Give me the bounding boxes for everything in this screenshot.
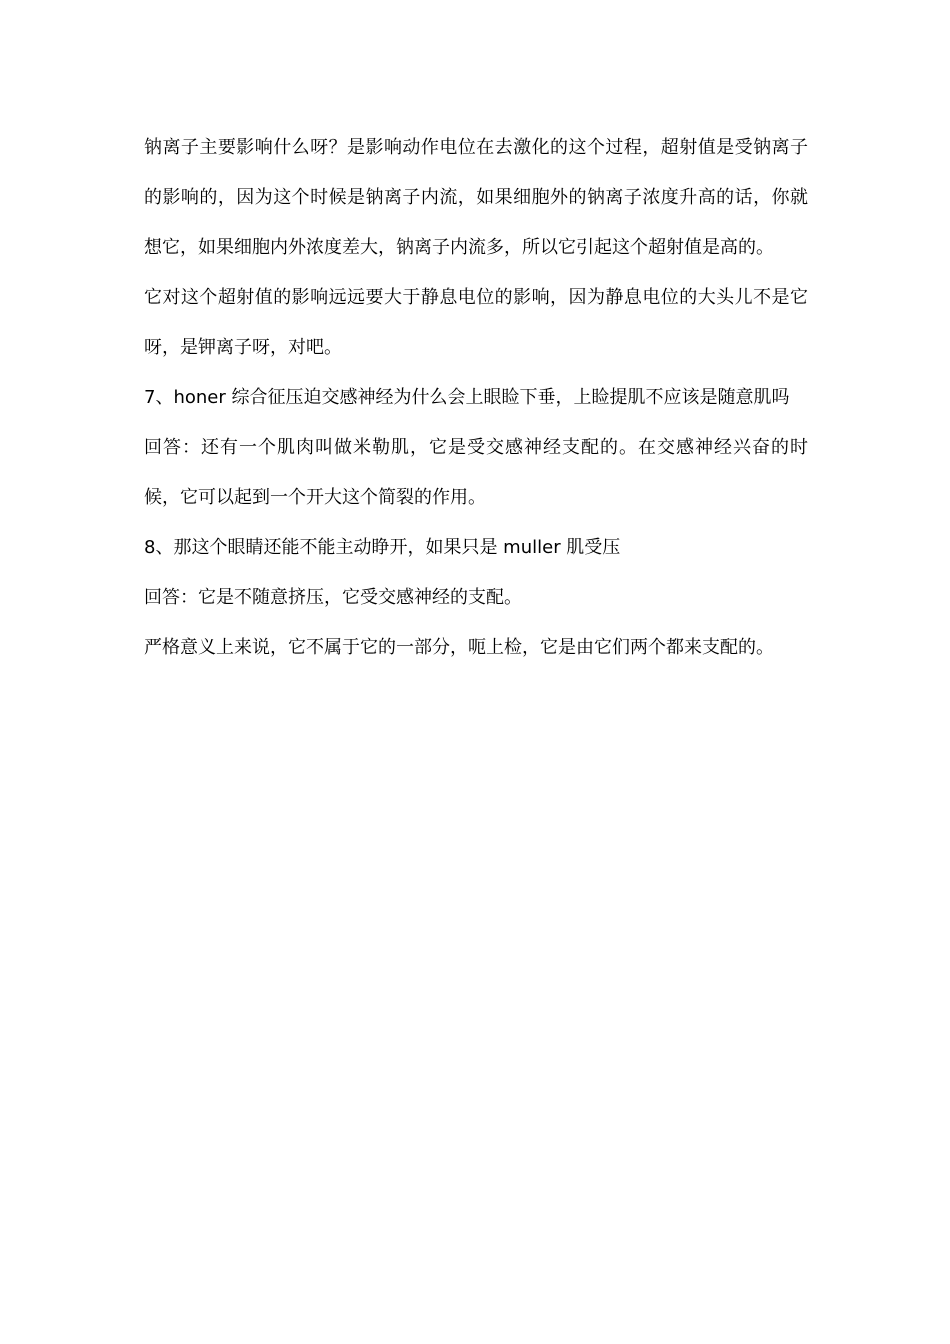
answer-8-involuntary: 回答：它是不随意挤压，它受交感神经的支配。 xyxy=(144,587,522,608)
question-7-horner-syndrome: 7、honer 综合征压迫交感神经为什么会上眼睑下垂，上睑提肌不应该是随意肌吗 xyxy=(144,387,790,408)
document-body xyxy=(144,123,808,673)
paragraph-sodium-ion: 钠离子主要影响什么呀？是影响动作电位在去激化的这个过程，超射值是受钠离子的影响的，因为这个时候是钠离子内流，如果细胞外的钠离子浓度升高的话，你就想它，如果细胞内外浓度差大，钠离子内流多，所以它引起这个超射值是高的。 xyxy=(144,137,808,258)
paragraph-resting-potential: 它对这个超射值的影响远远要大于静息电位的影响，因为静息电位的大头儿不是它呀，是钾离子呀，对吧。 xyxy=(144,287,808,358)
paragraph-strict-sense: 严格意义上来说，它不属于它的一部分，呃上检，它是由它们两个都来支配的。 xyxy=(144,637,774,658)
question-8-eye-opening: 8、那这个眼睛还能不能主动睁开，如果只是 muller 肌受压 xyxy=(144,537,621,558)
answer-7-muller-muscle: 回答：还有一个肌肉叫做米勒肌，它是受交感神经支配的。在交感神经兴奋的时候，它可以起到一个开大这个简裂的作用。 xyxy=(144,437,808,508)
